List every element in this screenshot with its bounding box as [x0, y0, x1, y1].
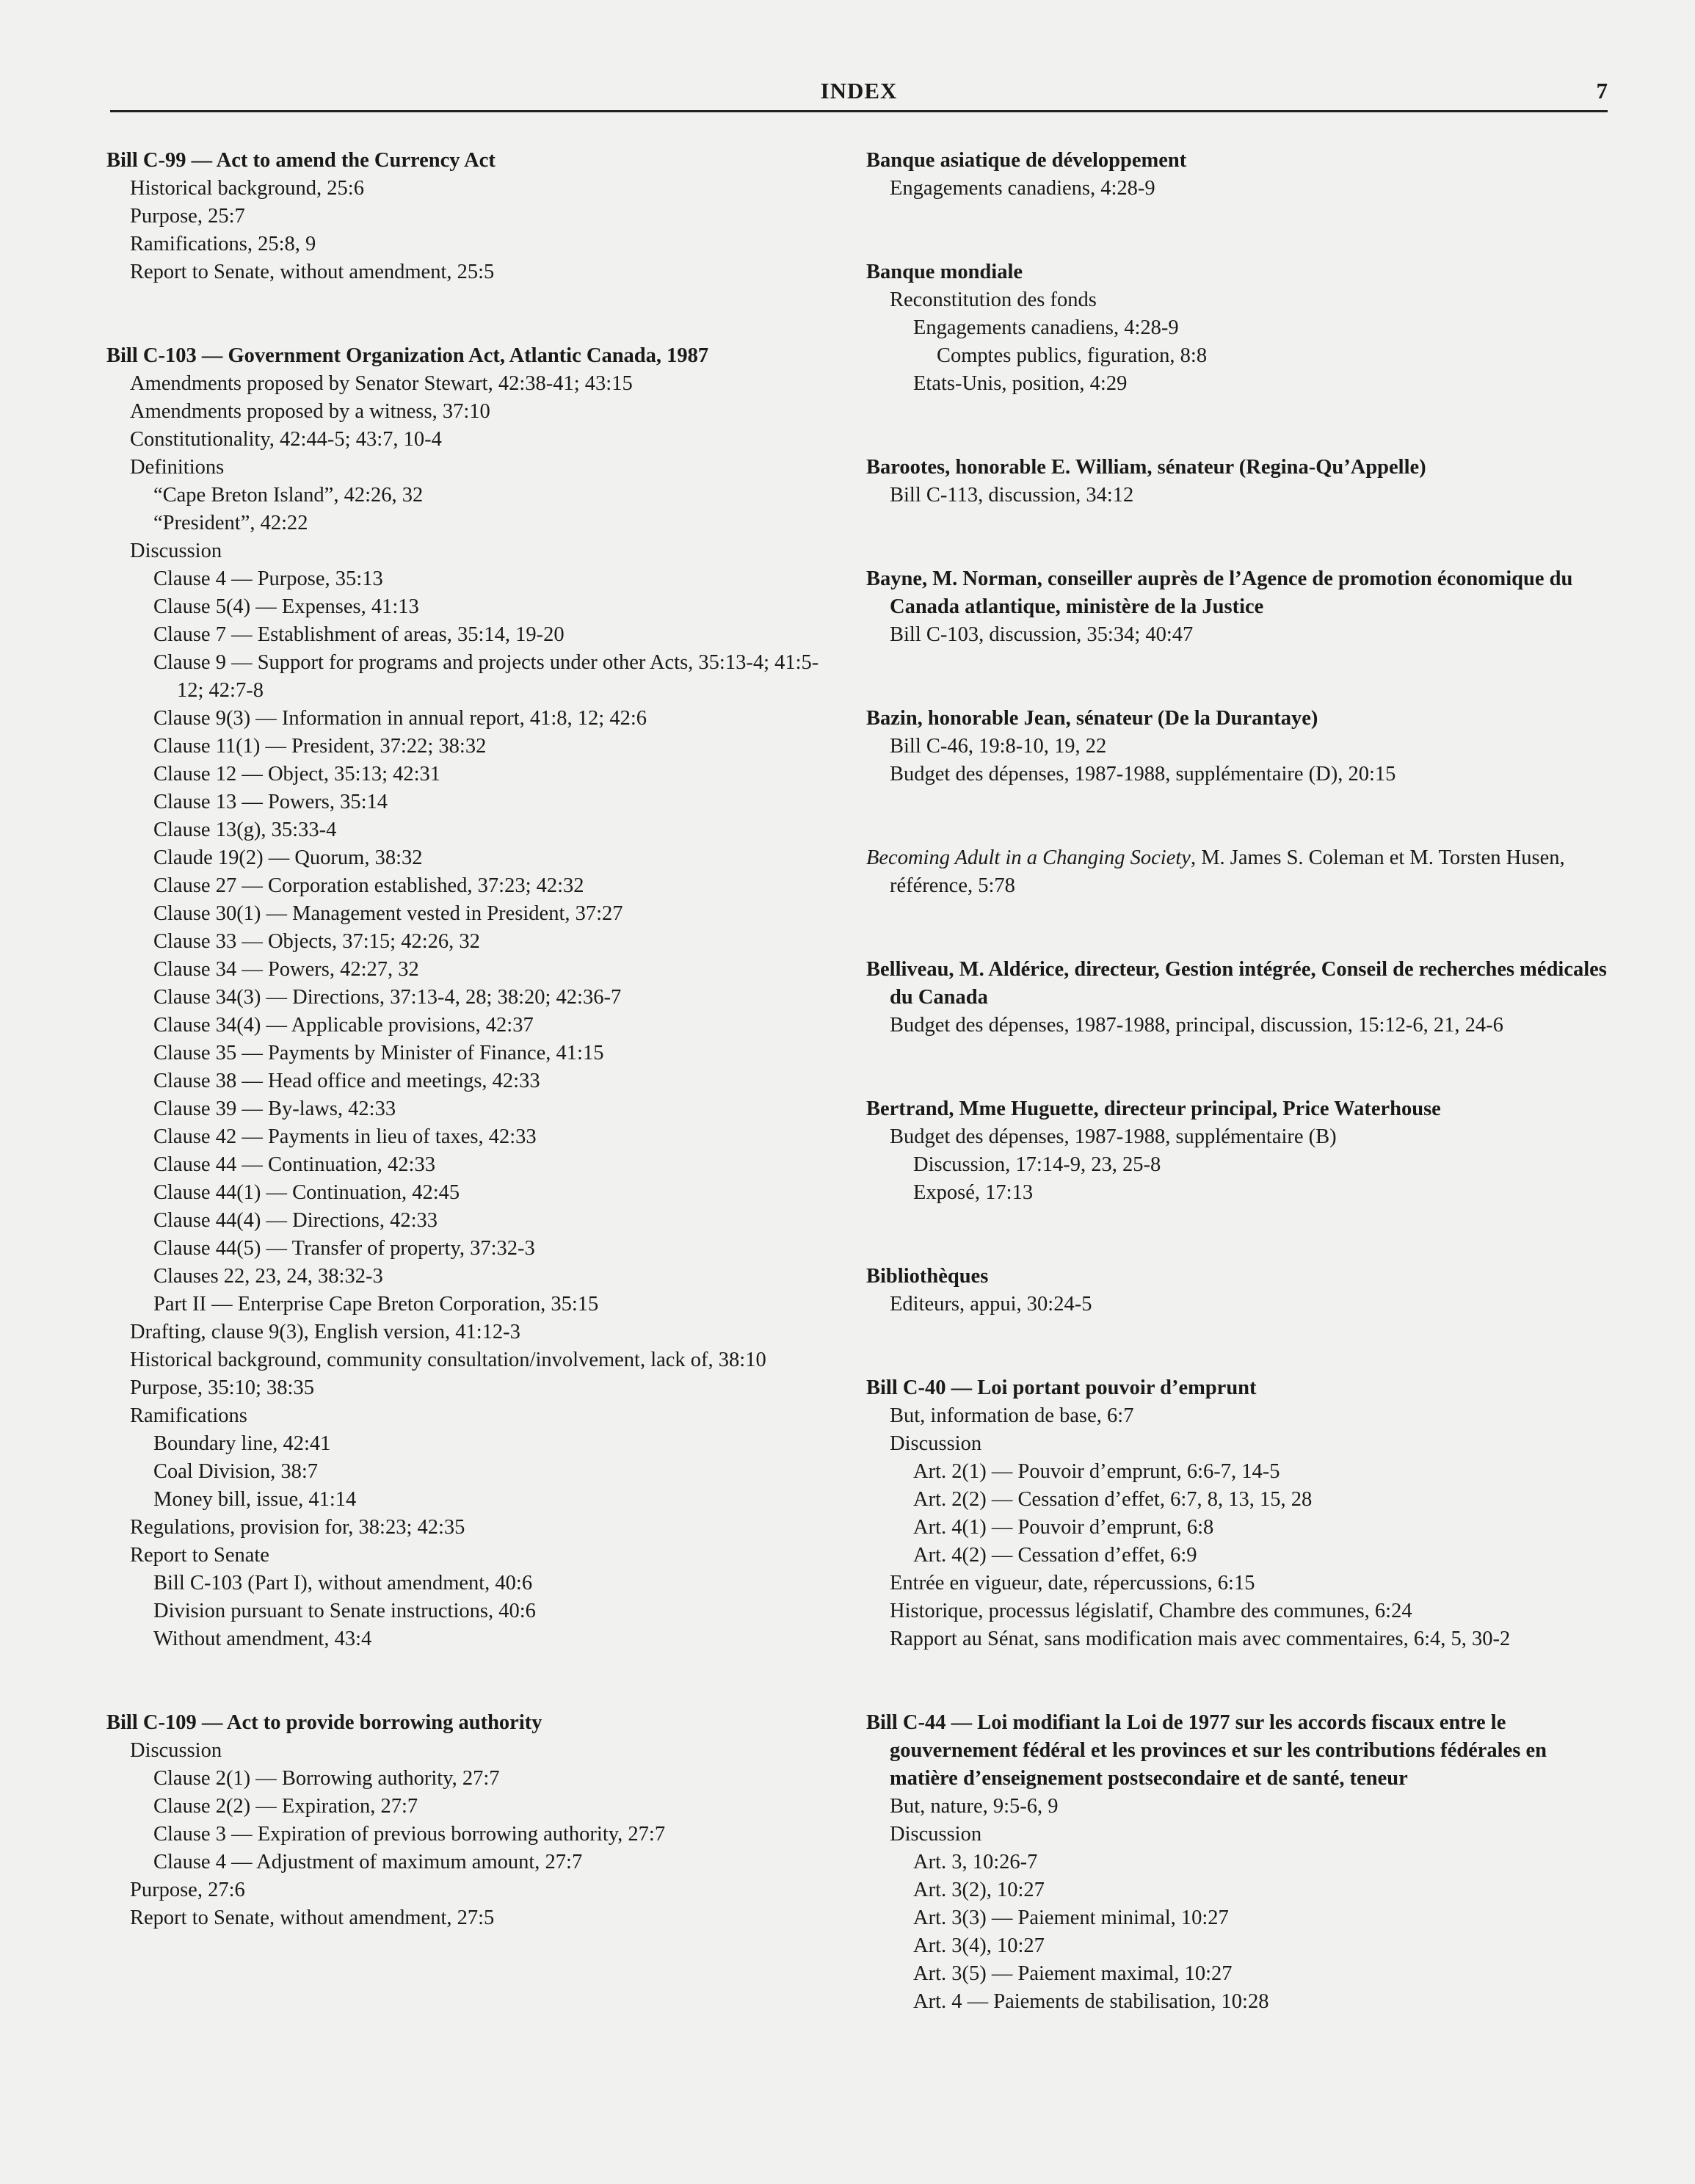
index-entry [866, 147, 1615, 203]
index-subentry: Claude 19(2) — Quorum, 38:32 [153, 846, 423, 869]
index-entry-heading: Bill C-44 — Loi modifiant la Loi de 1977 sur les accords fiscaux entre le gouvernement fédéral et les provinces et sur les contributions fédérales en matière d’enseignement postsecondaire et de santé, teneur [866, 1711, 1547, 1790]
index-entry [866, 1095, 1615, 1207]
index-subentry: Clause 3 — Expiration of previous borrowing authority, 27:7 [153, 1823, 666, 1846]
index-subentry: Clause 34 — Powers, 42:27, 32 [153, 958, 419, 981]
index-subentry: Art. 3(2), 10:27 [913, 1879, 1045, 1901]
index-subentry: Clause 27 — Corporation established, 37:23; 42:32 [153, 874, 584, 897]
index-subentry: Discussion [890, 1823, 982, 1846]
index-entry-heading: Bill C-99 — Act to amend the Currency Act [106, 149, 496, 172]
index-subentry: Discussion [130, 1739, 222, 1762]
index-subentry: Clause 13 — Powers, 35:14 [153, 791, 388, 813]
index-entry [866, 454, 1615, 509]
index-subentry: Historical background, 25:6 [130, 177, 364, 200]
index-subentry: Clause 13(g), 35:33-4 [153, 819, 337, 841]
index-subentry: Historique, processus législatif, Chambre des communes, 6:24 [890, 1600, 1412, 1622]
index-subentry: Clause 9(3) — Information in annual report, 41:8, 12; 42:6 [153, 707, 647, 730]
index-subentry: Coal Division, 38:7 [153, 1460, 319, 1483]
index-subentry: Art. 4 — Paiements de stabilisation, 10:28 [913, 1990, 1269, 2013]
index-subentry: Etats-Unis, position, 4:29 [913, 372, 1128, 395]
index-subentry: Constitutionality, 42:44-5; 43:7, 10-4 [130, 428, 442, 451]
index-subentry: Budget des dépenses, 1987-1988, supplémentaire (B) [890, 1125, 1337, 1148]
index-subentry: Report to Senate, without amendment, 27:5 [130, 1907, 495, 1929]
index-subentry: Boundary line, 42:41 [153, 1432, 331, 1455]
index-entry-heading: Becoming Adult in a Changing Society, M. James S. Coleman et M. Torsten Husen, référence, 5:78 [866, 846, 1565, 897]
page-number: 7 [1596, 78, 1608, 104]
index-subentry: Clause 2(1) — Borrowing authority, 27:7 [153, 1767, 500, 1790]
index-subentry: Historical background, community consultation/involvement, lack of, 38:10 [130, 1349, 766, 1371]
page-title: INDEX [820, 78, 898, 104]
index-subentry: Clause 2(2) — Expiration, 27:7 [153, 1795, 418, 1818]
index-subentry: Clause 34(4) — Applicable provisions, 42:37 [153, 1014, 534, 1037]
index-subentry: Art. 3(5) — Paiement maximal, 10:27 [913, 1962, 1233, 1985]
index-entry [866, 258, 1615, 398]
index-subentry: Clause 11(1) — President, 37:22; 38:32 [153, 735, 487, 758]
index-subentry: Amendments proposed by Senator Stewart, 42:38-41; 43:15 [130, 372, 633, 395]
right-column [866, 147, 1615, 2072]
index-subentry: Ramifications [130, 1404, 247, 1427]
index-entry-heading: Bazin, honorable Jean, sénateur (De la Durantaye) [866, 707, 1318, 730]
index-subentry: Bill C-103 (Part I), without amendment, 40:6 [153, 1572, 533, 1595]
index-subentry: Budget des dépenses, 1987-1988, principal, discussion, 15:12-6, 21, 24-6 [890, 1014, 1503, 1037]
index-subentry: Clause 38 — Head office and meetings, 42:33 [153, 1070, 540, 1092]
index-subentry: Exposé, 17:13 [913, 1181, 1034, 1204]
index-subentry: Ramifications, 25:8, 9 [130, 233, 316, 255]
index-subentry: “President”, 42:22 [153, 512, 308, 534]
index-entry-heading: Bertrand, Mme Huguette, directeur principal, Price Waterhouse [866, 1098, 1441, 1120]
index-subentry: But, information de base, 6:7 [890, 1404, 1134, 1427]
index-subentry: Clause 39 — By-laws, 42:33 [153, 1098, 396, 1120]
index-subentry: Discussion [130, 540, 222, 562]
index-subentry: Reconstitution des fonds [890, 289, 1097, 311]
index-subentry: Comptes publics, figuration, 8:8 [937, 344, 1208, 367]
index-subentry: Clause 9 — Support for programs and projects under other Acts, 35:13-4; 41:5-12; 42:7-8 [153, 651, 819, 702]
index-entry-heading: Bill C-103 — Government Organization Act, Atlantic Canada, 1987 [106, 344, 709, 367]
index-subentry: Art. 2(2) — Cessation d’effet, 6:7, 8, 13, 15, 28 [913, 1488, 1313, 1511]
index-entry-heading: Banque mondiale [866, 261, 1023, 283]
index-entry [106, 147, 841, 286]
index-subentry: Clause 44(1) — Continuation, 42:45 [153, 1181, 460, 1204]
index-entry [106, 342, 841, 1653]
index-subentry: Drafting, clause 9(3), English version, 41:12-3 [130, 1321, 520, 1343]
index-subentry: Clause 42 — Payments in lieu of taxes, 42:33 [153, 1125, 537, 1148]
index-subentry: Purpose, 35:10; 38:35 [130, 1376, 314, 1399]
index-subentry: Clause 44 — Continuation, 42:33 [153, 1153, 435, 1176]
index-subentry: Regulations, provision for, 38:23; 42:35 [130, 1516, 465, 1539]
index-subentry: Purpose, 25:7 [130, 205, 245, 228]
index-entry-heading: Bibliothèques [866, 1265, 989, 1288]
index-subentry: Amendments proposed by a witness, 37:10 [130, 400, 490, 423]
index-subentry: Editeurs, appui, 30:24-5 [890, 1293, 1092, 1316]
index-subentry: Report to Senate [130, 1544, 269, 1567]
index-entry-heading: Belliveau, M. Aldérice, directeur, Gestion intégrée, Conseil de recherches médicales du Canada [866, 958, 1607, 1009]
index-subentry: Clause 35 — Payments by Minister of Finance, 41:15 [153, 1042, 604, 1064]
index-entry-heading: Banque asiatique de développement [866, 149, 1187, 172]
index-subentry: Definitions [130, 456, 225, 479]
index-subentry: Art. 4(2) — Cessation d’effet, 6:9 [913, 1544, 1197, 1567]
index-subentry: Clauses 22, 23, 24, 38:32-3 [153, 1265, 383, 1288]
book-title: Becoming Adult in a Changing Society [866, 846, 1191, 869]
index-subentry: Art. 2(1) — Pouvoir d’emprunt, 6:6-7, 14-5 [913, 1460, 1280, 1483]
index-entry-heading: Bayne, M. Norman, conseiller auprès de l’Agence de promotion économique du Canada atlantique, ministère de la Justice [866, 567, 1573, 618]
index-subentry: Part II — Enterprise Cape Breton Corporation, 35:15 [153, 1293, 599, 1316]
index-entry [866, 844, 1615, 900]
index-subentry: Art. 4(1) — Pouvoir d’emprunt, 6:8 [913, 1516, 1214, 1539]
index-subentry: Without amendment, 43:4 [153, 1628, 372, 1650]
index-subentry: Engagements canadiens, 4:28-9 [913, 316, 1179, 339]
index-subentry: Discussion, 17:14-9, 23, 25-8 [913, 1153, 1161, 1176]
index-subentry: Art. 3, 10:26-7 [913, 1851, 1038, 1873]
index-entry [866, 705, 1615, 788]
index-subentry: Clause 4 — Adjustment of maximum amount, 27:7 [153, 1851, 583, 1873]
index-subentry: But, nature, 9:5-6, 9 [890, 1795, 1059, 1818]
index-subentry: Rapport au Sénat, sans modification mais avec commentaires, 6:4, 5, 30-2 [890, 1628, 1511, 1650]
index-subentry: “Cape Breton Island”, 42:26, 32 [153, 484, 424, 507]
index-subentry: Clause 34(3) — Directions, 37:13-4, 28; 38:20; 42:36-7 [153, 986, 622, 1009]
index-subentry: Clause 33 — Objects, 37:15; 42:26, 32 [153, 930, 480, 953]
index-subentry: Engagements canadiens, 4:28-9 [890, 177, 1155, 200]
index-subentry: Entrée en vigueur, date, répercussions, 6:15 [890, 1572, 1255, 1595]
index-entry [866, 1374, 1615, 1653]
index-subentry: Clause 12 — Object, 35:13; 42:31 [153, 763, 441, 786]
index-subentry: Budget des dépenses, 1987-1988, supplémentaire (D), 20:15 [890, 763, 1396, 786]
index-subentry: Art. 3(3) — Paiement minimal, 10:27 [913, 1907, 1229, 1929]
index-entry-heading: Bill C-40 — Loi portant pouvoir d’emprunt [866, 1376, 1257, 1399]
index-subentry: Money bill, issue, 41:14 [153, 1488, 357, 1511]
index-entry [106, 1709, 841, 1932]
index-subentry: Clause 30(1) — Management vested in President, 37:27 [153, 902, 623, 925]
left-column [106, 147, 841, 1988]
index-subentry: Bill C-103, discussion, 35:34; 40:47 [890, 623, 1194, 646]
index-subentry: Bill C-113, discussion, 34:12 [890, 484, 1134, 507]
index-subentry: Clause 4 — Purpose, 35:13 [153, 567, 383, 590]
page-header [110, 73, 1608, 112]
index-subentry: Clause 44(4) — Directions, 42:33 [153, 1209, 438, 1232]
index-subentry: Art. 3(4), 10:27 [913, 1934, 1045, 1957]
index-entry-heading: Barootes, honorable E. William, sénateur (Regina-Qu’Appelle) [866, 456, 1426, 479]
index-entry-heading: Bill C-109 — Act to provide borrowing authority [106, 1711, 542, 1734]
index-subentry: Clause 7 — Establishment of areas, 35:14, 19-20 [153, 623, 565, 646]
index-subentry: Report to Senate, without amendment, 25:5 [130, 261, 495, 283]
index-subentry: Bill C-46, 19:8-10, 19, 22 [890, 735, 1107, 758]
index-subentry: Division pursuant to Senate instructions, 40:6 [153, 1600, 536, 1622]
index-subentry: Clause 44(5) — Transfer of property, 37:32-3 [153, 1237, 535, 1260]
index-entry [866, 565, 1615, 649]
index-subentry: Discussion [890, 1432, 982, 1455]
index-subentry: Clause 5(4) — Expenses, 41:13 [153, 595, 419, 618]
index-entry [866, 1709, 1615, 2016]
index-subentry: Purpose, 27:6 [130, 1879, 245, 1901]
index-entry [866, 1263, 1615, 1318]
index-entry [866, 956, 1615, 1040]
